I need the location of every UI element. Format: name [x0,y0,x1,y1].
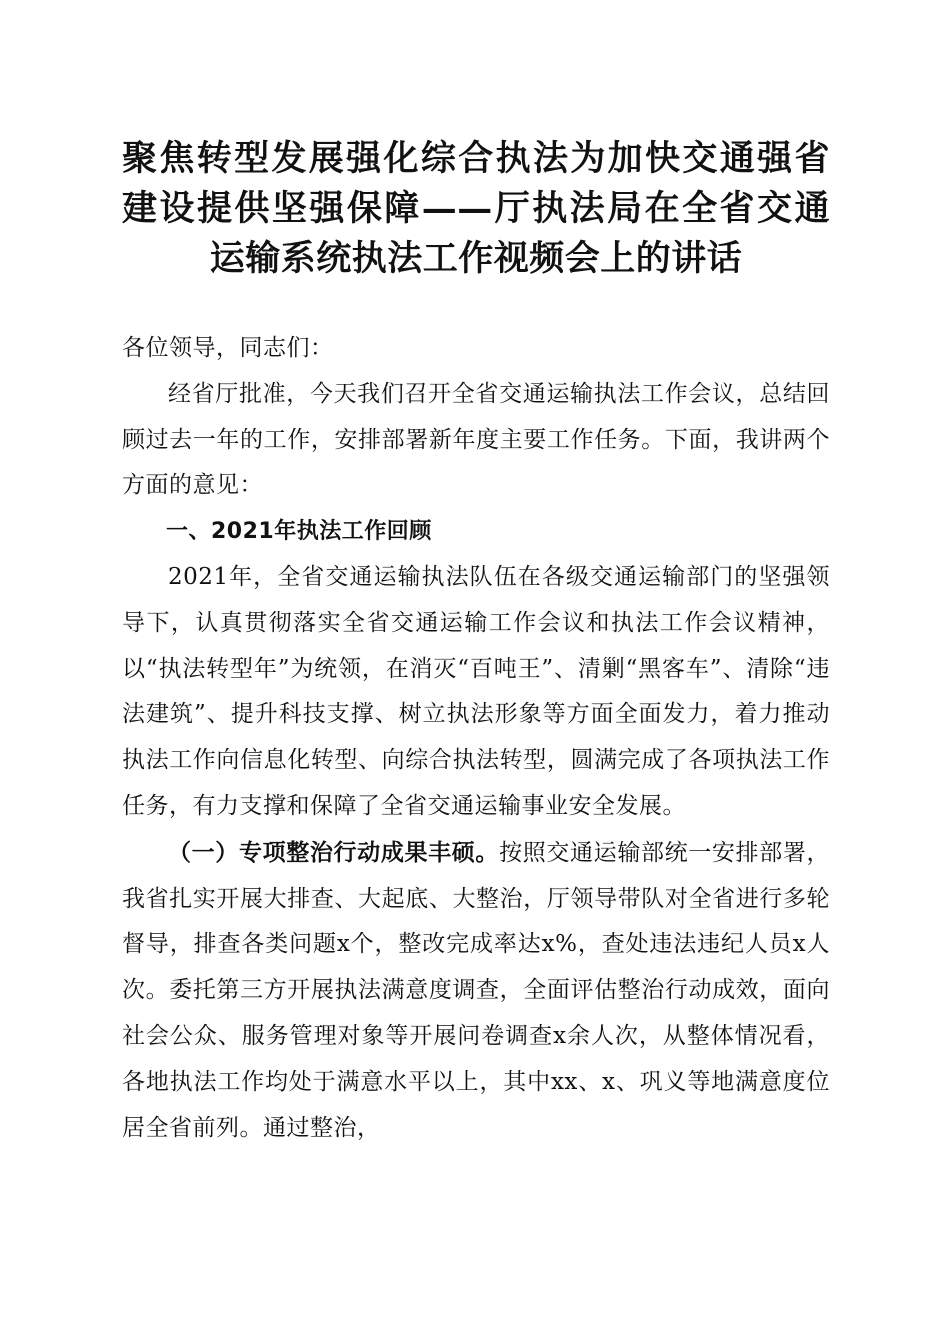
document-title: 聚焦转型发展强化综合执法为加快交通强省建设提供坚强保障——厅执法局在全省交通运输系统执法工作视频会上的讲话 [122,138,830,279]
document-body [122,326,830,1151]
section-paragraph: 2021年，全省交通运输执法队伍在各级交通运输部门的坚强领导下，认真贯彻落实全省交通运输工作会议和执法工作会议精神，以“执法转型年”为统领，在消灭“百吨王”、清剿“黑客车”、清除“违法建筑”、提升科技支撑、树立执法形象等方面全面发力，着力推动执法工作向信息化转型、向综合执法转型，圆满完成了各项执法工作任务，有力支撑和保障了全省交通运输事业安全发展。 [122,563,830,819]
document-page [122,134,830,1151]
subsection-text: 按照交通运输部统一安排部署，我省扎实开展大排查、大起底、大整治，厅领导带队对全省进行多轮督导，排查各类问题x个，整改完成率达x%，查处违法违纪人员x人次。委托第三方开展执法满意度调查，全面评估整治行动成效，面向社会公众、服务管理对象等开展问卷调查x余人次，从整体情况看，各地执法工作均处于满意水平以上，其中xx、x、巩义等地满意度位居全省前列。通过整治， [122,839,831,1141]
section-heading: 一、2021年执法工作回顾 [166,519,432,545]
intro-paragraph: 经省厅批准，今天我们召开全省交通运输执法工作会议，总结回顾过去一年的工作，安排部署新年度主要工作任务。下面，我讲两个方面的意见： [122,380,830,499]
subsection-lead: （一）专项整治行动成果丰硕。 [168,838,500,866]
salutation: 各位领导，同志们： [122,335,334,361]
subsection-paragraph [122,830,830,1152]
